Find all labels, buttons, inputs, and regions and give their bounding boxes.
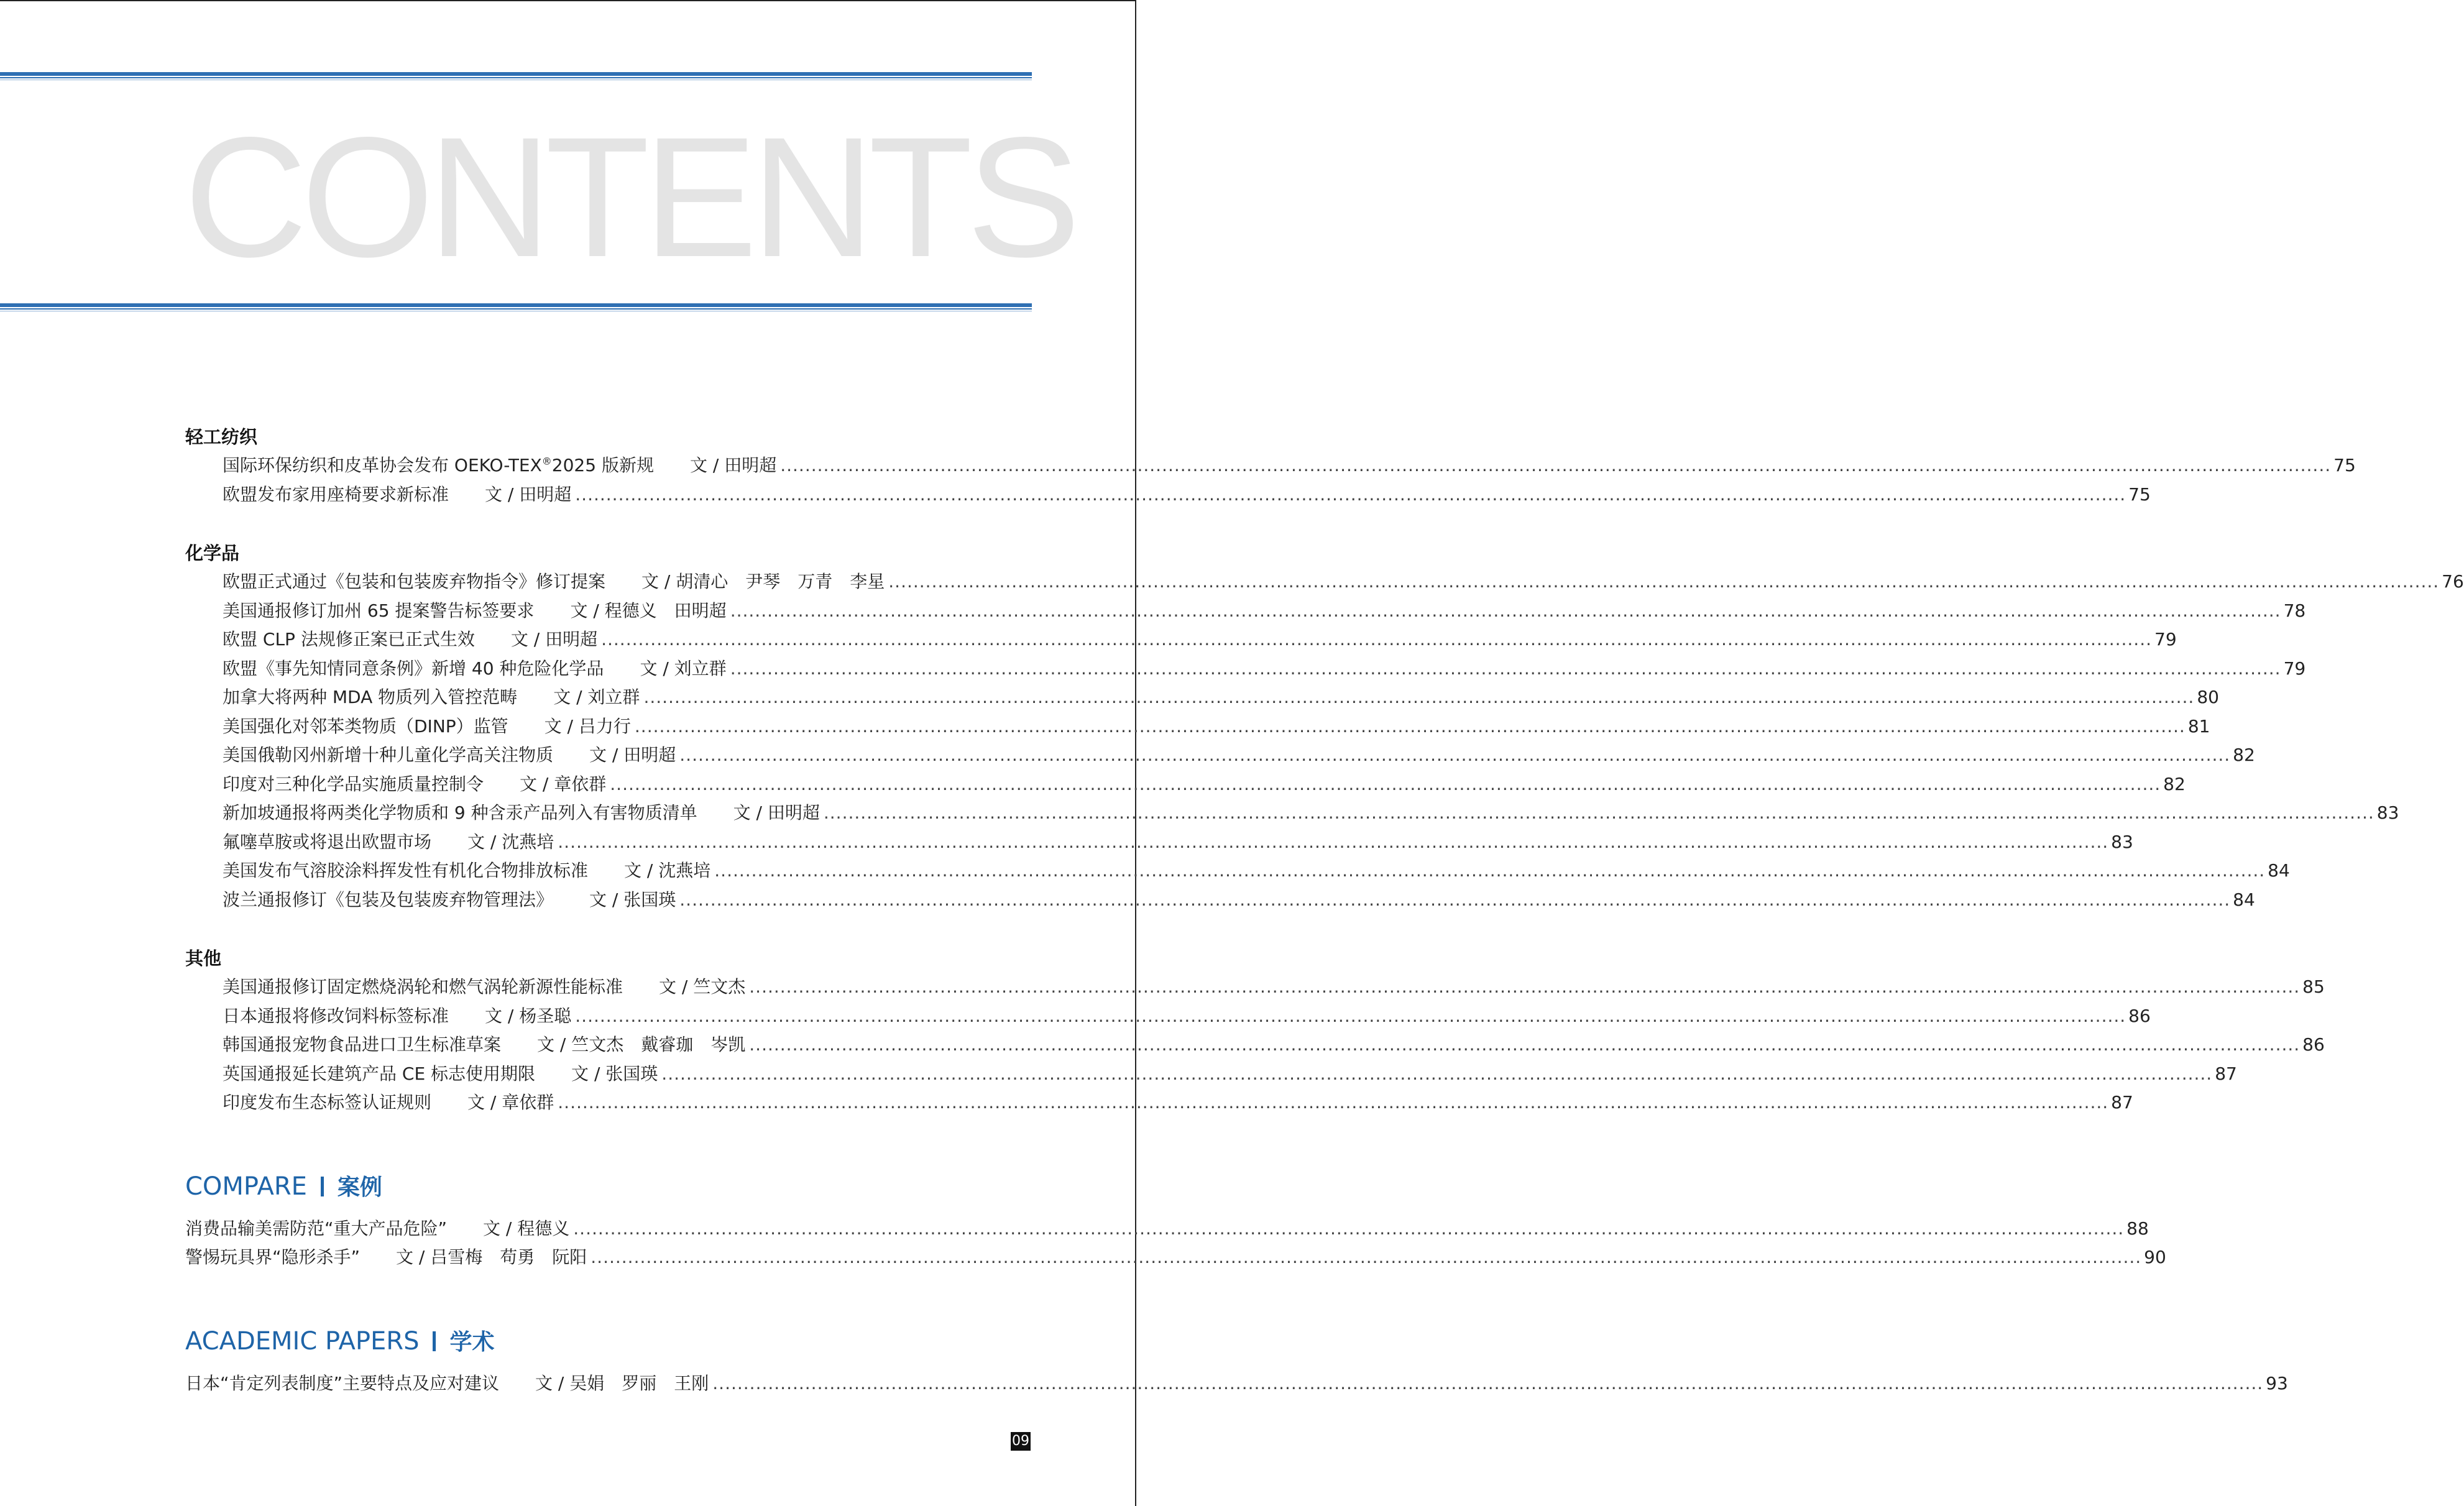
leader-dots: ............................................................................................................................................................................................................................................................ <box>558 831 2109 852</box>
leader-dots: ............................................................................................................................................................................................................................................................ <box>601 629 2152 650</box>
toc-entry[interactable] <box>185 1060 2237 1089</box>
leader-dots: ............................................................................................................................................................................................................................................................ <box>823 802 2374 823</box>
toc-entry[interactable] <box>185 1088 2133 1118</box>
entry-page: 76 <box>2442 571 2464 592</box>
toc-entry[interactable] <box>185 799 2399 828</box>
toc-entry[interactable] <box>185 1243 2166 1272</box>
page-number: 09 <box>1011 1432 1031 1451</box>
entry-author: 文 / 吕力行 <box>544 715 631 737</box>
entry-page: 84 <box>2233 889 2255 910</box>
leader-dots: ............................................................................................................................................................................................................................................................ <box>591 1247 2142 1267</box>
leader-dots: ............................................................................................................................................................................................................................................................ <box>730 600 2281 621</box>
entry-author: 文 / 胡清心 尹琴 万青 李星 <box>641 571 885 592</box>
entry-author: 文 / 张国瑛 <box>589 889 676 910</box>
entry-title: 欧盟正式通过《包装和包装废弃物指令》修订提案 <box>223 571 606 592</box>
toc-entry[interactable] <box>185 480 2151 510</box>
entry-title: 印度发布生态标签认证规则 <box>223 1092 432 1113</box>
entry-title: 美国强化对邻苯类物质（DINP）监管 <box>223 715 508 737</box>
entry-page: 88 <box>2126 1218 2149 1239</box>
leader-dots: ............................................................................................................................................................................................................................................................ <box>714 860 2266 881</box>
toc-entry[interactable] <box>185 683 2219 712</box>
leader-dots: ............................................................................................................................................................................................................................................................ <box>712 1372 2264 1394</box>
toc-entry[interactable] <box>185 1031 2325 1060</box>
entry-author: 文 / 田明超 <box>733 802 820 823</box>
entry-page: 85 <box>2302 976 2325 997</box>
contents-title: CONTENTS <box>184 102 1075 293</box>
entry-title: 英国通报延长建筑产品 CE 标志使用期限 <box>223 1063 536 1084</box>
entry-page: 79 <box>2283 658 2306 679</box>
entry-author: 文 / 程德义 田明超 <box>570 600 727 621</box>
category-separator <box>433 1331 436 1351</box>
category-zh: 案例 <box>337 1174 382 1200</box>
leader-dots: ............................................................................................................................................................................................................................................................ <box>573 1218 2125 1239</box>
entry-page: 75 <box>2333 455 2356 475</box>
entry-title: 加拿大将两种 MDA 物质列入管控范畴 <box>223 687 518 707</box>
entry-page: 78 <box>2283 600 2306 621</box>
toc-entry[interactable] <box>185 1369 2288 1398</box>
toc-entry[interactable] <box>185 856 2290 886</box>
entry-title: 消费品输美需防范“重大产品危险” <box>185 1218 448 1239</box>
entry-author: 文 / 田明超 <box>485 484 572 505</box>
entry-author: 文 / 吴娟 罗丽 王刚 <box>535 1372 709 1394</box>
entry-author: 文 / 程德义 <box>483 1218 570 1239</box>
leader-dots: ............................................................................................................................................................................................................................................................ <box>730 658 2281 679</box>
leader-dots: ............................................................................................................................................................................................................................................................ <box>558 1092 2109 1113</box>
leader-dots: ............................................................................................................................................................................................................................................................ <box>780 455 2332 475</box>
entry-page: 86 <box>2302 1034 2325 1055</box>
entry-page: 82 <box>2233 745 2255 765</box>
leader-dots: ............................................................................................................................................................................................................................................................ <box>643 687 2195 707</box>
entry-author: 文 / 田明超 <box>510 629 598 650</box>
entry-title: 美国发布气溶胶涂料挥发性有机化合物排放标准 <box>223 860 589 881</box>
entry-author: 文 / 刘立群 <box>553 687 640 707</box>
entry-title: 新加坡通报将两类化学物质和 9 种含汞产品列入有害物质清单 <box>223 802 697 823</box>
entry-author: 文 / 吕雪梅 苟勇 阮阳 <box>396 1247 587 1267</box>
entry-author: 文 / 刘立群 <box>640 658 727 679</box>
category-zh: 学术 <box>449 1329 495 1355</box>
toc-entry[interactable] <box>185 567 2464 597</box>
toc-entry[interactable] <box>185 597 2306 626</box>
toc-entry[interactable] <box>185 625 2177 654</box>
entry-title: 欧盟《事先知情同意条例》新增 40 种危险化学品 <box>223 658 604 679</box>
toc-entry[interactable] <box>185 770 2186 799</box>
toc-entry[interactable] <box>185 886 2255 915</box>
entry-title: 国际环保纺织和皮革协会发布 OEKO-TEX®2025 版新规 <box>223 455 654 475</box>
entry-page: 86 <box>2128 1005 2151 1026</box>
entry-page: 83 <box>2376 802 2399 823</box>
entry-page: 81 <box>2187 715 2210 737</box>
entry-page: 90 <box>2144 1247 2166 1267</box>
entry-page: 84 <box>2268 860 2290 881</box>
entry-author: 文 / 杨圣聪 <box>485 1005 572 1026</box>
entry-title: 波兰通报修订《包装及包装废弃物管理法》 <box>223 889 554 910</box>
entry-author: 文 / 章依群 <box>467 1092 554 1113</box>
entry-author: 文 / 沈燕培 <box>624 860 711 881</box>
toc-entry[interactable] <box>185 654 2306 684</box>
header-rule-top <box>0 72 1032 80</box>
category-en: ACADEMIC PAPERS <box>185 1326 420 1356</box>
section-heading: 轻工纺织 <box>185 426 258 448</box>
page-frame-top <box>0 0 1136 1</box>
entry-page: 82 <box>2163 773 2186 794</box>
category-separator <box>321 1177 324 1196</box>
entry-title: 日本通报将修改饲料标签标准 <box>223 1005 449 1026</box>
leader-dots: ............................................................................................................................................................................................................................................................ <box>610 773 2161 794</box>
entry-page: 87 <box>2111 1092 2133 1113</box>
entry-page: 75 <box>2128 484 2151 505</box>
table-of-contents <box>185 423 2464 1398</box>
leader-dots: ............................................................................................................................................................................................................................................................ <box>749 976 2301 997</box>
entry-author: 文 / 张国瑛 <box>571 1063 658 1084</box>
toc-entry[interactable] <box>185 712 2210 742</box>
section-heading: 化学品 <box>185 543 240 564</box>
toc-entry[interactable] <box>185 828 2133 857</box>
entry-author: 文 / 章依群 <box>520 773 607 794</box>
leader-dots: ............................................................................................................................................................................................................................................................ <box>661 1063 2213 1084</box>
leader-dots: ............................................................................................................................................................................................................................................................ <box>679 745 2231 765</box>
entry-title: 美国俄勒冈州新增十种儿童化学高关注物质 <box>223 745 554 765</box>
entry-title: 韩国通报宠物食品进口卫生标准草案 <box>223 1034 502 1055</box>
entry-title: 警惕玩具界“隐形杀手” <box>185 1247 361 1267</box>
entry-title: 欧盟 CLP 法规修正案已正式生效 <box>223 629 475 650</box>
entry-author: 文 / 竺文杰 <box>659 976 746 997</box>
toc-entry[interactable] <box>185 741 2255 770</box>
entry-page: 93 <box>2266 1372 2288 1394</box>
header-rule-bottom <box>0 303 1032 311</box>
entry-page: 80 <box>2197 687 2219 707</box>
entry-author: 文 / 田明超 <box>589 745 676 765</box>
category-heading-academic <box>185 1313 1031 1369</box>
entry-title: 氟噻草胺或将退出欧盟市场 <box>223 831 432 852</box>
entry-title: 欧盟发布家用座椅要求新标准 <box>223 484 449 505</box>
entry-title: 美国通报修订固定燃烧涡轮和燃气涡轮新源性能标准 <box>223 976 623 997</box>
entry-author: 文 / 沈燕培 <box>467 831 554 852</box>
leader-dots: ............................................................................................................................................................................................................................................................ <box>575 484 2126 505</box>
section-heading: 其他 <box>185 948 222 969</box>
entry-title: 美国通报修订加州 65 提案警告标签要求 <box>223 600 535 621</box>
entry-title: 日本“肯定列表制度”主要特点及应对建议 <box>185 1372 500 1394</box>
category-heading-compare <box>185 1159 1031 1214</box>
entry-page: 87 <box>2215 1063 2237 1084</box>
leader-dots: ............................................................................................................................................................................................................................................................ <box>679 889 2231 910</box>
leader-dots: ............................................................................................................................................................................................................................................................ <box>634 715 2186 737</box>
toc-entry[interactable] <box>185 1214 2149 1244</box>
entry-author: 文 / 竺文杰 戴睿珈 岑凯 <box>537 1034 746 1055</box>
entry-page: 79 <box>2154 629 2177 650</box>
entry-author: 文 / 田明超 <box>689 455 777 475</box>
toc-entry[interactable] <box>185 1002 2151 1031</box>
entry-page: 83 <box>2111 831 2133 852</box>
leader-dots: ............................................................................................................................................................................................................................................................ <box>888 571 2440 592</box>
toc-entry[interactable] <box>185 451 2356 480</box>
toc-entry[interactable] <box>185 973 2325 1002</box>
leader-dots: ............................................................................................................................................................................................................................................................ <box>575 1005 2126 1026</box>
category-en: COMPARE <box>185 1172 307 1201</box>
registered-mark: ® <box>541 455 552 467</box>
leader-dots: ............................................................................................................................................................................................................................................................ <box>749 1034 2301 1055</box>
entry-title: 印度对三种化学品实施质量控制令 <box>223 773 484 794</box>
